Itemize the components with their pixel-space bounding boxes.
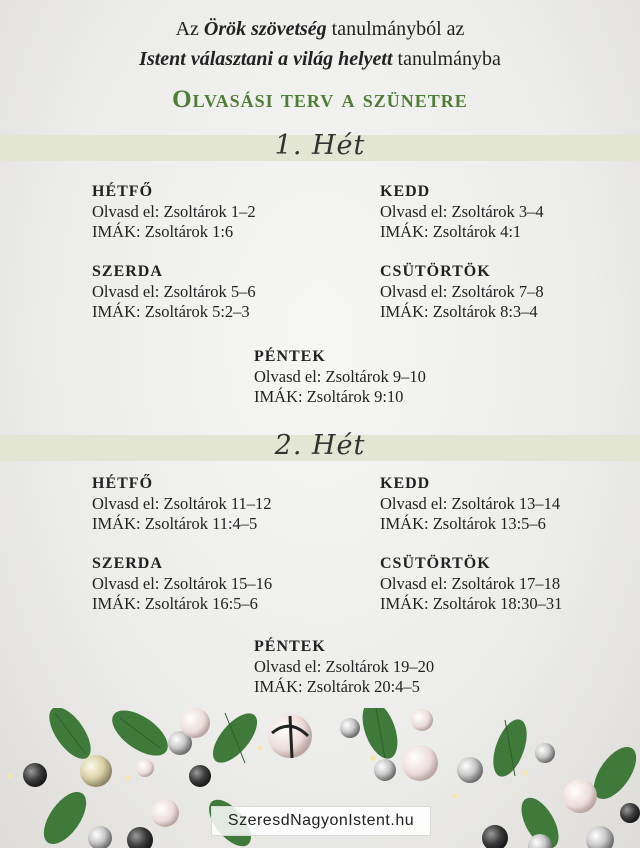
header (0, 14, 640, 114)
week-2-label: 2. Hét (274, 430, 366, 461)
day-name: CSÜTÖRTÖK (380, 555, 491, 572)
week-2-thursday (380, 554, 562, 614)
week-1-label: 1. Hét (274, 130, 366, 161)
prayer: IMÁK: Zsoltárok 16:5–6 (92, 594, 258, 613)
prayer: IMÁK: Zsoltárok 5:2–3 (92, 302, 250, 321)
reading: Olvasd el: Zsoltárok 3–4 (380, 202, 544, 221)
prayer: IMÁK: Zsoltárok 13:5–6 (380, 514, 546, 533)
week-2-friday (254, 637, 434, 697)
reading: Olvasd el: Zsoltárok 13–14 (380, 494, 561, 513)
intro-line-1: Az Örök szövetség tanulmányból az (175, 18, 465, 40)
day-name: HÉTFŐ (92, 183, 154, 200)
prayer: IMÁK: Zsoltárok 9:10 (254, 387, 404, 406)
day-name: PÉNTEK (254, 348, 326, 365)
intro-line-2: Istent választani a világ helyett tanulmányba (139, 48, 501, 70)
week-1-monday (92, 182, 256, 242)
reading: Olvasd el: Zsoltárok 15–16 (92, 574, 273, 593)
plan-title: Olvasási terv a szünetre (172, 86, 468, 113)
day-name: KEDD (380, 183, 431, 200)
prayer: IMÁK: Zsoltárok 20:4–5 (254, 677, 420, 696)
prayer: IMÁK: Zsoltárok 1:6 (92, 222, 234, 241)
reading: Olvasd el: Zsoltárok 11–12 (92, 494, 272, 513)
prayer: IMÁK: Zsoltárok 4:1 (380, 222, 522, 241)
prayer: IMÁK: Zsoltárok 8:3–4 (380, 302, 538, 321)
day-name: PÉNTEK (254, 638, 326, 655)
week-1-wednesday (92, 262, 256, 322)
watermark: SzeresdNagyonIstent.hu (211, 806, 431, 836)
reading: Olvasd el: Zsoltárok 1–2 (92, 202, 256, 221)
prayer: IMÁK: Zsoltárok 18:30–31 (380, 594, 563, 613)
week-1-tuesday (380, 182, 544, 242)
week-1-friday (254, 347, 426, 407)
week-2-wednesday (92, 554, 272, 614)
day-name: CSÜTÖRTÖK (380, 263, 491, 280)
day-name: SZERDA (92, 555, 163, 572)
reading: Olvasd el: Zsoltárok 5–6 (92, 282, 256, 301)
day-name: KEDD (380, 475, 431, 492)
day-name: HÉTFŐ (92, 475, 154, 492)
week-2-tuesday (380, 474, 560, 534)
day-name: SZERDA (92, 263, 163, 280)
week-1-thursday (380, 262, 544, 322)
week-2-monday (92, 474, 272, 534)
reading: Olvasd el: Zsoltárok 9–10 (254, 367, 426, 386)
reading: Olvasd el: Zsoltárok 7–8 (380, 282, 544, 301)
prayer: IMÁK: Zsoltárok 11:4–5 (92, 514, 258, 533)
reading: Olvasd el: Zsoltárok 17–18 (380, 574, 561, 593)
reading: Olvasd el: Zsoltárok 19–20 (254, 657, 435, 676)
